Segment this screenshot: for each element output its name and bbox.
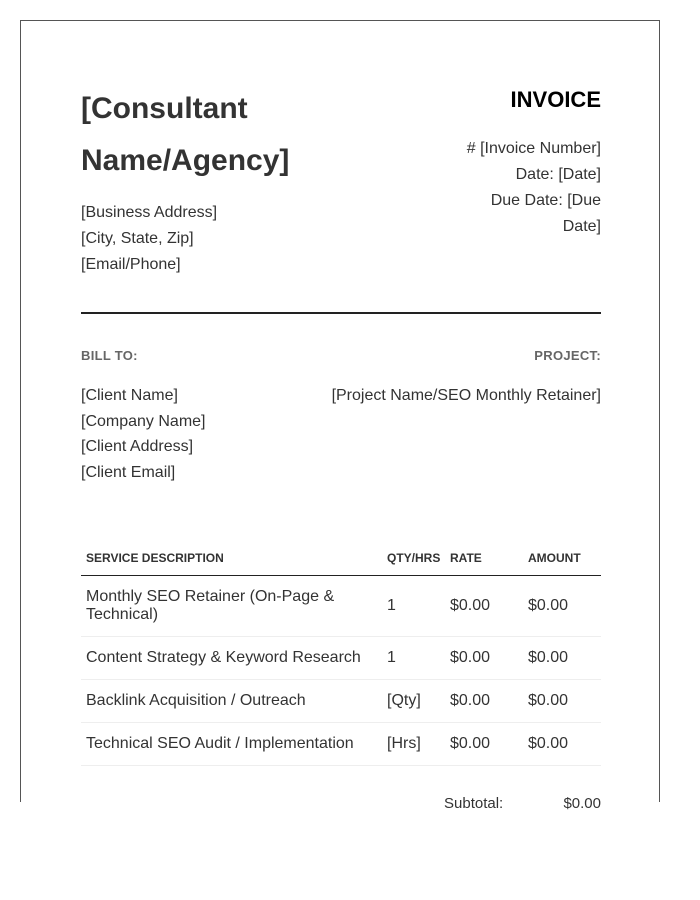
consultant-name: [Consultant Name/Agency] [81, 92, 290, 177]
service-amount: $0.00 [523, 637, 601, 680]
bill-to-label: BILL TO: [81, 348, 138, 363]
project-name: [Project Name/SEO Monthly Retainer] [331, 387, 601, 404]
service-amount: $0.00 [523, 680, 601, 723]
service-qty: 1 [382, 637, 445, 680]
client-name: [Client Name] [81, 387, 178, 404]
client-company: [Company Name] [81, 412, 206, 430]
table-row [81, 680, 601, 723]
business-contact: [Email/Phone] [81, 256, 181, 273]
client-address: [Client Address] [81, 438, 194, 455]
subtotal-value: $0.00 [563, 795, 601, 812]
invoice-number: # [Invoice Number] [466, 140, 601, 157]
invoice-meta [451, 136, 601, 240]
subtotal-label: Subtotal: [444, 795, 504, 812]
business-info [81, 200, 217, 278]
service-description: Monthly SEO Retainer (On-Page & Technical) [81, 576, 382, 637]
client-info [81, 383, 206, 485]
service-rate: $0.00 [445, 576, 523, 637]
table-row [81, 576, 601, 637]
service-amount: $0.00 [523, 576, 601, 637]
service-amount: $0.00 [523, 723, 601, 766]
invoice-page [20, 20, 660, 812]
header-divider [81, 312, 601, 314]
service-qty: [Hrs] [382, 723, 445, 766]
header-qty: QTY/HRS [382, 541, 445, 576]
service-rate: $0.00 [445, 637, 523, 680]
header-amount: AMOUNT [523, 541, 601, 576]
header-description: SERVICE DESCRIPTION [81, 541, 382, 576]
invoice-due-date: Due Date: [Due Date] [490, 192, 601, 235]
service-qty: 1 [382, 576, 445, 637]
service-description: Content Strategy & Keyword Research [81, 637, 382, 680]
table-row [81, 637, 601, 680]
project-label: PROJECT: [534, 348, 601, 363]
service-rate: $0.00 [445, 723, 523, 766]
business-address: [Business Address] [81, 204, 218, 221]
business-city-state-zip: [City, State, Zip] [81, 230, 194, 247]
service-qty: [Qty] [382, 680, 445, 723]
client-email: [Client Email] [81, 463, 176, 481]
table-header-row [81, 541, 601, 576]
services-table [81, 541, 601, 766]
table-row [81, 723, 601, 766]
service-rate: $0.00 [445, 680, 523, 723]
header-rate: RATE [445, 541, 523, 576]
service-description: Backlink Acquisition / Outreach [81, 680, 382, 723]
service-description: Technical SEO Audit / Implementation [81, 723, 382, 766]
invoice-title: INVOICE [510, 87, 601, 112]
invoice-date: Date: [Date] [515, 166, 601, 183]
